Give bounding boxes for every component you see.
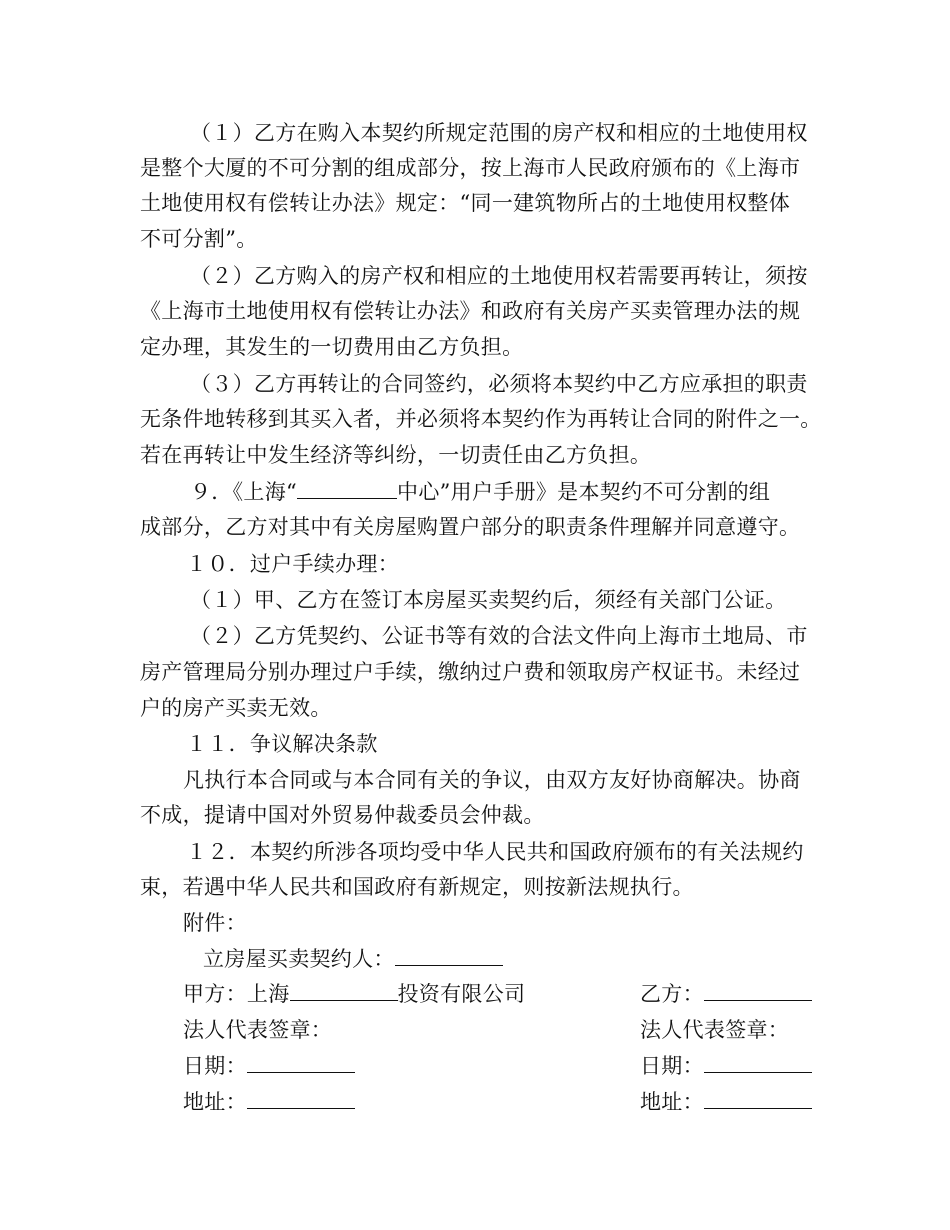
text-line: 附件：: [183, 911, 247, 935]
text-line: （２）乙方凭契约、公证书等有效的合法文件向上海市土地局、市: [190, 624, 808, 648]
text-line: １２．本契约所涉各项均受中华人民共和国政府颁布的有关法规约: [186, 840, 804, 864]
blank-underline: [290, 978, 398, 1001]
contract-party-label: 立房屋买卖契约人：: [203, 947, 395, 971]
legal-rep-a: 法人代表签章：: [183, 1018, 333, 1042]
text-line: （１）甲、乙方在签订本房屋买卖契约后，须经有关部门公证。: [190, 588, 787, 612]
text-line: 户的房产买卖无效。: [140, 696, 332, 720]
blank-underline: [704, 1050, 812, 1073]
date-a-label: 日期：: [183, 1054, 247, 1078]
date-b-label: 日期：: [640, 1054, 704, 1078]
text-line: 是整个大厦的不可分割的组成部分，按上海市人民政府颁布的《上海市: [140, 156, 801, 180]
text-line: （３）乙方再转让的合同签约，必须将本契约中乙方应承担的职责: [190, 372, 808, 396]
party-b-label: 乙方：: [640, 982, 704, 1006]
blank-underline: [247, 1086, 355, 1109]
text-line: 若在再转让中发生经济等纠纷，一切责任由乙方负担。: [140, 443, 652, 467]
party-a-prefix: 甲方：上海: [183, 982, 290, 1006]
text-line: 不成，提请中国对外贸易仲裁委员会仲裁。: [140, 803, 545, 827]
text-line: 定办理，其发生的一切费用由乙方负担。: [140, 335, 524, 359]
text-line: 《上海市土地使用权有偿转让办法》和政府有关房产买卖管理办法的规: [140, 299, 801, 323]
item-9-suffix: 中心”用户手册》是本契约不可分割的组: [397, 480, 771, 504]
party-b-line: [640, 977, 812, 1011]
text-line: 房产管理局分别办理过户手续，缴纳过户费和领取房产权证书。未经过: [140, 660, 801, 684]
blank-underline: [247, 1050, 355, 1073]
text-line: （２）乙方购入的房产权和相应的土地使用权若需要再转让，须按: [190, 264, 808, 288]
address-b-line: [640, 1085, 812, 1119]
contract-party-line: [203, 942, 503, 976]
address-a-label: 地址：: [183, 1090, 247, 1114]
address-a-line: [183, 1085, 355, 1119]
text-line: 土地使用权有偿转让办法》规定：“同一建筑物所占的土地使用权整体: [140, 191, 791, 215]
text-line: 成部分，乙方对其中有关房屋购置户部分的职责条件理解并同意遵守。: [140, 515, 801, 539]
text-line: １１．争议解决条款: [186, 732, 378, 756]
legal-rep-b: 法人代表签章：: [640, 1018, 790, 1042]
blank-underline: [297, 476, 397, 499]
address-b-label: 地址：: [640, 1090, 704, 1114]
text-line: 凡执行本合同或与本合同有关的争议，由双方友好协商解决。协商: [183, 768, 801, 792]
party-a-suffix: 投资有限公司: [397, 982, 526, 1006]
item-9-line: [190, 475, 770, 509]
text-line: 无条件地转移到其买入者，并必须将本契约作为再转让合同的附件之一。: [140, 407, 822, 431]
text-line: 束，若遇中华人民共和国政府有新规定，则按新法规执行。: [140, 875, 694, 899]
text-line: （１）乙方在购入本契约所规定范围的房产权和相应的土地使用权: [190, 121, 808, 145]
text-line: １０．过户手续办理：: [186, 552, 399, 576]
date-a-line: [183, 1049, 355, 1083]
text-line: 不可分割”。: [140, 227, 258, 251]
blank-underline: [704, 1086, 812, 1109]
date-b-line: [640, 1049, 812, 1083]
blank-underline: [704, 978, 812, 1001]
party-a-line: [183, 977, 525, 1011]
item-9-prefix: ９．《上海“: [190, 480, 298, 504]
blank-underline: [395, 943, 503, 966]
